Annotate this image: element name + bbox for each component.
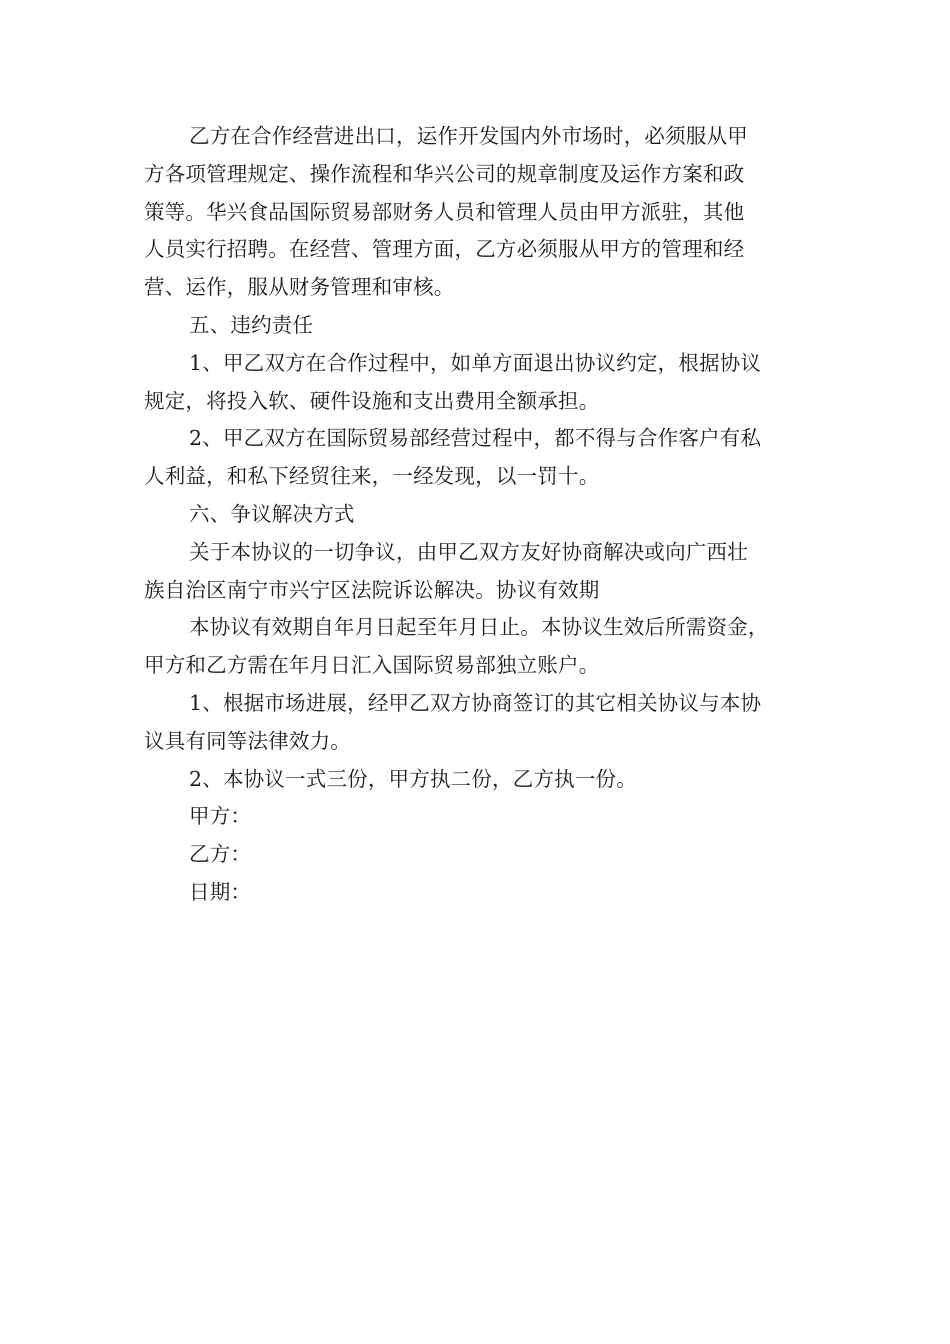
paragraph-breach-2 [144,420,829,496]
paragraph-line: 关于本协议的一切争议，由甲乙双方友好协商解决或向广西壮 [189,539,748,564]
paragraph-validity [144,609,829,685]
paragraph-line: 族自治区南宁市兴宁区法院诉讼解决。协议有效期 [144,577,600,602]
paragraph-line: 营、运作，服从财务管理和审核。 [144,275,455,300]
paragraph-validity-1 [144,685,829,761]
paragraph-line: 本协议有效期自年月日起至年月日止。本协议生效后所需资金， [189,615,769,640]
paragraph-obligations [144,118,829,307]
paragraph-line: 议具有同等法律效力。 [144,728,351,753]
paragraph-breach-1 [144,345,829,421]
signature-label: 日期： [189,879,252,904]
signature-party-b [144,836,829,874]
signature-date [144,874,829,912]
paragraph-line: 策等。华兴食品国际贸易部财务人员和管理人员由甲方派驻，其他 [144,199,745,224]
section-heading-dispute [144,496,829,534]
signature-party-a [144,798,829,836]
paragraph-line: 1、甲乙双方在合作过程中，如单方面退出协议约定，根据协议 [189,350,762,375]
heading-text: 六、争议解决方式 [189,501,355,526]
paragraph-line: 规定，将投入软、硬件设施和支出费用全额承担。 [144,388,600,413]
signature-label: 乙方： [189,842,252,867]
paragraph-dispute [144,534,829,610]
paragraph-line: 甲方和乙方需在年月日汇入国际贸易部独立账户。 [144,653,600,678]
paragraph-line: 乙方在合作经营进出口，运作开发国内外市场时，必须服从甲 [189,124,748,148]
signature-label: 甲方： [189,804,252,829]
paragraph-line: 2、甲乙双方在国际贸易部经营过程中，都不得与合作客户有私 [189,426,762,451]
paragraph-line: 1、根据市场进展，经甲乙双方协商签订的其它相关协议与本协 [189,690,762,715]
paragraph-validity-2 [144,761,829,799]
paragraph-line: 人员实行招聘。在经营、管理方面，乙方必须服从甲方的管理和经 [144,237,745,262]
paragraph-line: 2、本协议一式三份，甲方执二份，乙方执一份。 [189,766,637,791]
paragraph-line: 人利益，和私下经贸往来，一经发现，以一罚十。 [144,464,600,489]
paragraph-line: 方各项管理规定、操作流程和华兴公司的规章制度及运作方案和政 [144,161,745,186]
document-body [144,118,829,912]
section-heading-breach [144,307,829,345]
heading-text: 五、违约责任 [189,312,314,337]
